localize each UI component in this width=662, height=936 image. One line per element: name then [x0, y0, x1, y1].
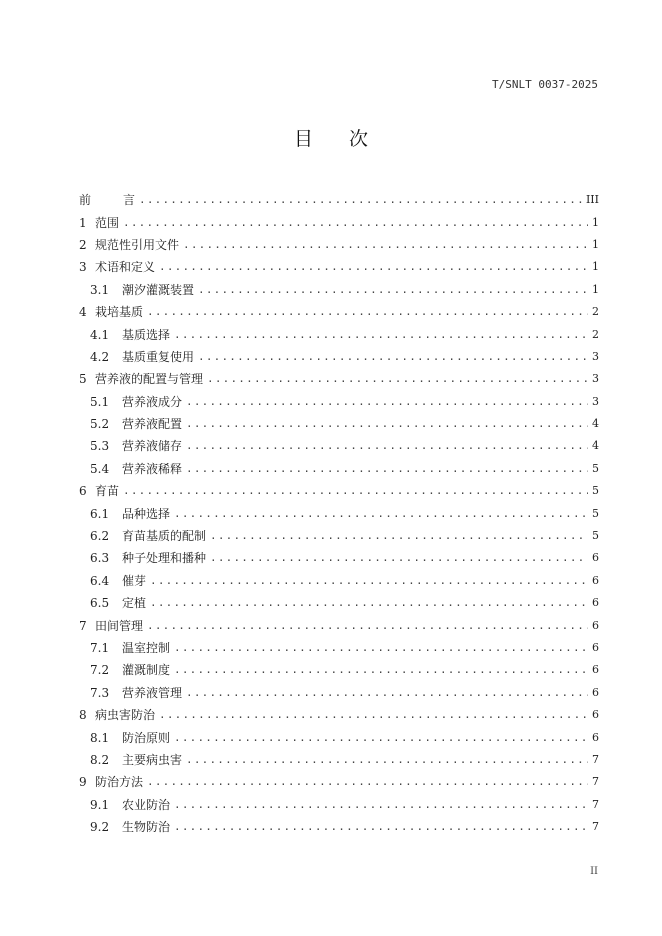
toc-entry-label: 育苗	[95, 484, 120, 499]
dot-leader	[186, 395, 588, 409]
toc-entry-label: 规范性引用文件	[95, 237, 180, 252]
dot-leader	[186, 462, 588, 476]
toc-entry[interactable]	[79, 659, 599, 681]
toc-entry-label: 营养液储存	[122, 439, 183, 454]
dot-leader	[186, 686, 588, 700]
toc-entry-page: 2	[592, 305, 599, 319]
toc-entry-label: 营养液配置	[122, 417, 183, 432]
toc-entry-page: 1	[592, 237, 599, 251]
dot-leader	[174, 507, 588, 521]
toc-entry-number: 6.3	[90, 551, 110, 566]
toc-entry-label: 言	[123, 193, 136, 208]
dot-leader	[210, 529, 588, 543]
dot-leader	[123, 216, 588, 230]
toc-entry-page: 6	[592, 685, 599, 699]
toc-entry[interactable]	[79, 794, 599, 816]
toc-entry-label: 田间管理	[95, 618, 144, 633]
toc-entry-label: 术语和定义	[95, 260, 156, 275]
toc-entry[interactable]	[79, 637, 599, 659]
toc-entry-page: 6	[592, 618, 599, 632]
toc-entry[interactable]	[79, 726, 599, 748]
toc-entry-label: 基质选择	[122, 327, 171, 342]
dot-leader	[123, 484, 588, 498]
toc-entry-page: III	[585, 193, 599, 207]
dot-leader	[174, 731, 588, 745]
toc-entry[interactable]	[79, 301, 599, 323]
toc-entry-number: 3	[79, 260, 87, 275]
toc-entry-label: 灌溉制度	[122, 663, 171, 678]
toc-entry-number: 8.2	[90, 752, 110, 767]
toc-entry-label: 生物防治	[122, 820, 171, 835]
toc-entry-page: 2	[592, 327, 599, 341]
toc-entry[interactable]	[79, 391, 599, 413]
dot-leader	[147, 775, 588, 789]
toc-entry-label: 营养液稀释	[122, 461, 183, 476]
dot-leader	[174, 663, 588, 677]
dot-leader	[174, 641, 588, 655]
table-of-contents	[79, 189, 599, 838]
dot-leader	[139, 193, 582, 207]
toc-entry-number: 7	[79, 618, 87, 633]
toc-entry-page: 1	[592, 215, 599, 229]
dot-leader	[174, 820, 588, 834]
toc-entry-page: 6	[592, 573, 599, 587]
toc-entry-page: 6	[592, 641, 599, 654]
toc-entry[interactable]	[79, 189, 599, 211]
page-title	[0, 124, 662, 151]
toc-entry-page: 6	[592, 708, 599, 722]
toc-entry[interactable]	[79, 771, 599, 793]
toc-entry-label: 防治原则	[122, 730, 171, 745]
toc-entry-number: 4.1	[90, 327, 110, 342]
toc-entry-number: 7.2	[90, 663, 110, 678]
toc-entry-page: 7	[592, 797, 599, 811]
toc-entry-label: 基质重复使用	[122, 349, 195, 364]
dot-leader	[174, 328, 588, 342]
toc-entry-number: 6.5	[90, 596, 110, 611]
toc-entry-page: 5	[592, 529, 599, 543]
toc-entry-page: 5	[592, 484, 599, 498]
toc-entry-label: 营养液管理	[122, 685, 183, 700]
toc-entry-number: 4.2	[90, 349, 110, 364]
toc-entry-page: 7	[592, 752, 599, 766]
toc-entry-number: 6	[79, 484, 87, 499]
toc-entry-number: 9	[79, 775, 87, 790]
toc-entry[interactable]	[79, 704, 599, 726]
toc-entry[interactable]	[79, 368, 599, 390]
dot-leader	[186, 417, 588, 431]
toc-entry-label: 育苗基质的配制	[122, 529, 207, 544]
toc-entry[interactable]	[79, 592, 599, 614]
toc-entry[interactable]	[79, 547, 599, 569]
toc-entry[interactable]	[79, 614, 599, 636]
toc-entry-number: 7.1	[90, 641, 110, 655]
toc-entry-label: 潮汐灌溉装置	[122, 282, 195, 297]
toc-entry-label: 定植	[122, 596, 147, 611]
toc-entry[interactable]	[79, 480, 599, 502]
dot-leader	[159, 708, 588, 722]
toc-entry-number: 5.2	[90, 417, 110, 432]
toc-entry[interactable]	[79, 435, 599, 457]
toc-entry-number: 8	[79, 708, 87, 723]
title-char-2: 次	[349, 128, 369, 150]
dot-leader	[147, 305, 588, 319]
document-code: T/SNLT 0037-2025	[492, 78, 598, 91]
toc-entry[interactable]	[79, 570, 599, 592]
dot-leader	[210, 551, 588, 565]
dot-leader	[159, 260, 588, 274]
toc-entry[interactable]	[79, 749, 599, 771]
dot-leader	[186, 439, 588, 453]
toc-entry[interactable]	[79, 256, 599, 278]
toc-entry-page: 3	[592, 372, 599, 386]
toc-entry-number: 6.1	[90, 506, 110, 521]
toc-entry-page: 6	[592, 663, 599, 677]
toc-entry-label: 病虫害防治	[95, 708, 156, 723]
toc-entry-label: 催芽	[122, 573, 147, 588]
toc-entry-number: 5.4	[90, 461, 110, 476]
toc-entry-label: 种子处理和播种	[122, 551, 207, 566]
toc-entry-number: 前	[79, 193, 92, 208]
toc-entry-page: 3	[592, 349, 599, 363]
toc-entry[interactable]	[79, 682, 599, 704]
title-char-1: 目	[293, 128, 313, 150]
toc-entry-page: 5	[592, 461, 599, 475]
dot-leader	[183, 238, 588, 252]
toc-entry-number: 1	[79, 215, 87, 230]
toc-entry[interactable]	[79, 816, 599, 838]
toc-entry[interactable]	[79, 279, 599, 301]
toc-entry[interactable]	[79, 502, 599, 524]
toc-entry-label: 营养液成分	[122, 394, 183, 409]
dot-leader	[207, 372, 588, 386]
dot-leader	[198, 350, 588, 364]
toc-entry-number: 4	[79, 305, 87, 320]
toc-entry[interactable]	[79, 234, 599, 256]
toc-entry[interactable]	[79, 211, 599, 233]
toc-entry-number: 2	[79, 237, 87, 252]
toc-entry[interactable]	[79, 413, 599, 435]
toc-entry[interactable]	[79, 323, 599, 345]
toc-entry-number: 6.4	[90, 573, 110, 588]
toc-entry-number: 6.2	[90, 529, 110, 544]
toc-entry-number: 5.3	[90, 439, 110, 454]
toc-entry[interactable]	[79, 458, 599, 480]
dot-leader	[150, 574, 588, 588]
toc-entry-page: 6	[592, 551, 599, 565]
toc-entry-label: 品种选择	[122, 506, 171, 521]
toc-entry-page: 1	[592, 282, 599, 296]
toc-entry-label: 范围	[95, 215, 120, 230]
toc-entry-page: 6	[592, 730, 599, 744]
toc-entry-number: 7.3	[90, 685, 110, 700]
toc-entry-number: 3.1	[90, 282, 110, 297]
toc-entry-page: 7	[592, 820, 599, 834]
toc-entry-label: 农业防治	[122, 797, 171, 812]
toc-entry-number: 9.2	[90, 820, 110, 835]
toc-entry-number: 5.1	[90, 394, 110, 409]
toc-entry-label: 温室控制	[122, 641, 171, 655]
toc-entry-label: 栽培基质	[95, 305, 144, 320]
toc-entry[interactable]	[79, 525, 599, 547]
dot-leader	[186, 753, 588, 767]
toc-entry-page: 4	[592, 417, 599, 431]
dot-leader	[174, 798, 588, 812]
dot-leader	[198, 283, 588, 297]
page-number: II	[590, 866, 598, 877]
toc-entry-label: 防治方法	[95, 775, 144, 790]
dot-leader	[150, 596, 588, 610]
toc-entry[interactable]	[79, 346, 599, 368]
toc-entry-page: 1	[592, 260, 599, 274]
toc-entry-label: 主要病虫害	[122, 752, 183, 767]
toc-entry-number: 5	[79, 372, 87, 387]
toc-entry-page: 6	[592, 596, 599, 610]
toc-entry-page: 3	[592, 394, 599, 408]
toc-entry-number: 8.1	[90, 730, 110, 745]
toc-entry-page: 5	[592, 506, 599, 520]
toc-entry-number: 9.1	[90, 797, 110, 812]
toc-entry-label: 营养液的配置与管理	[95, 372, 204, 387]
toc-entry-page: 4	[592, 439, 599, 453]
toc-entry-page: 7	[592, 775, 599, 789]
dot-leader	[147, 619, 588, 633]
